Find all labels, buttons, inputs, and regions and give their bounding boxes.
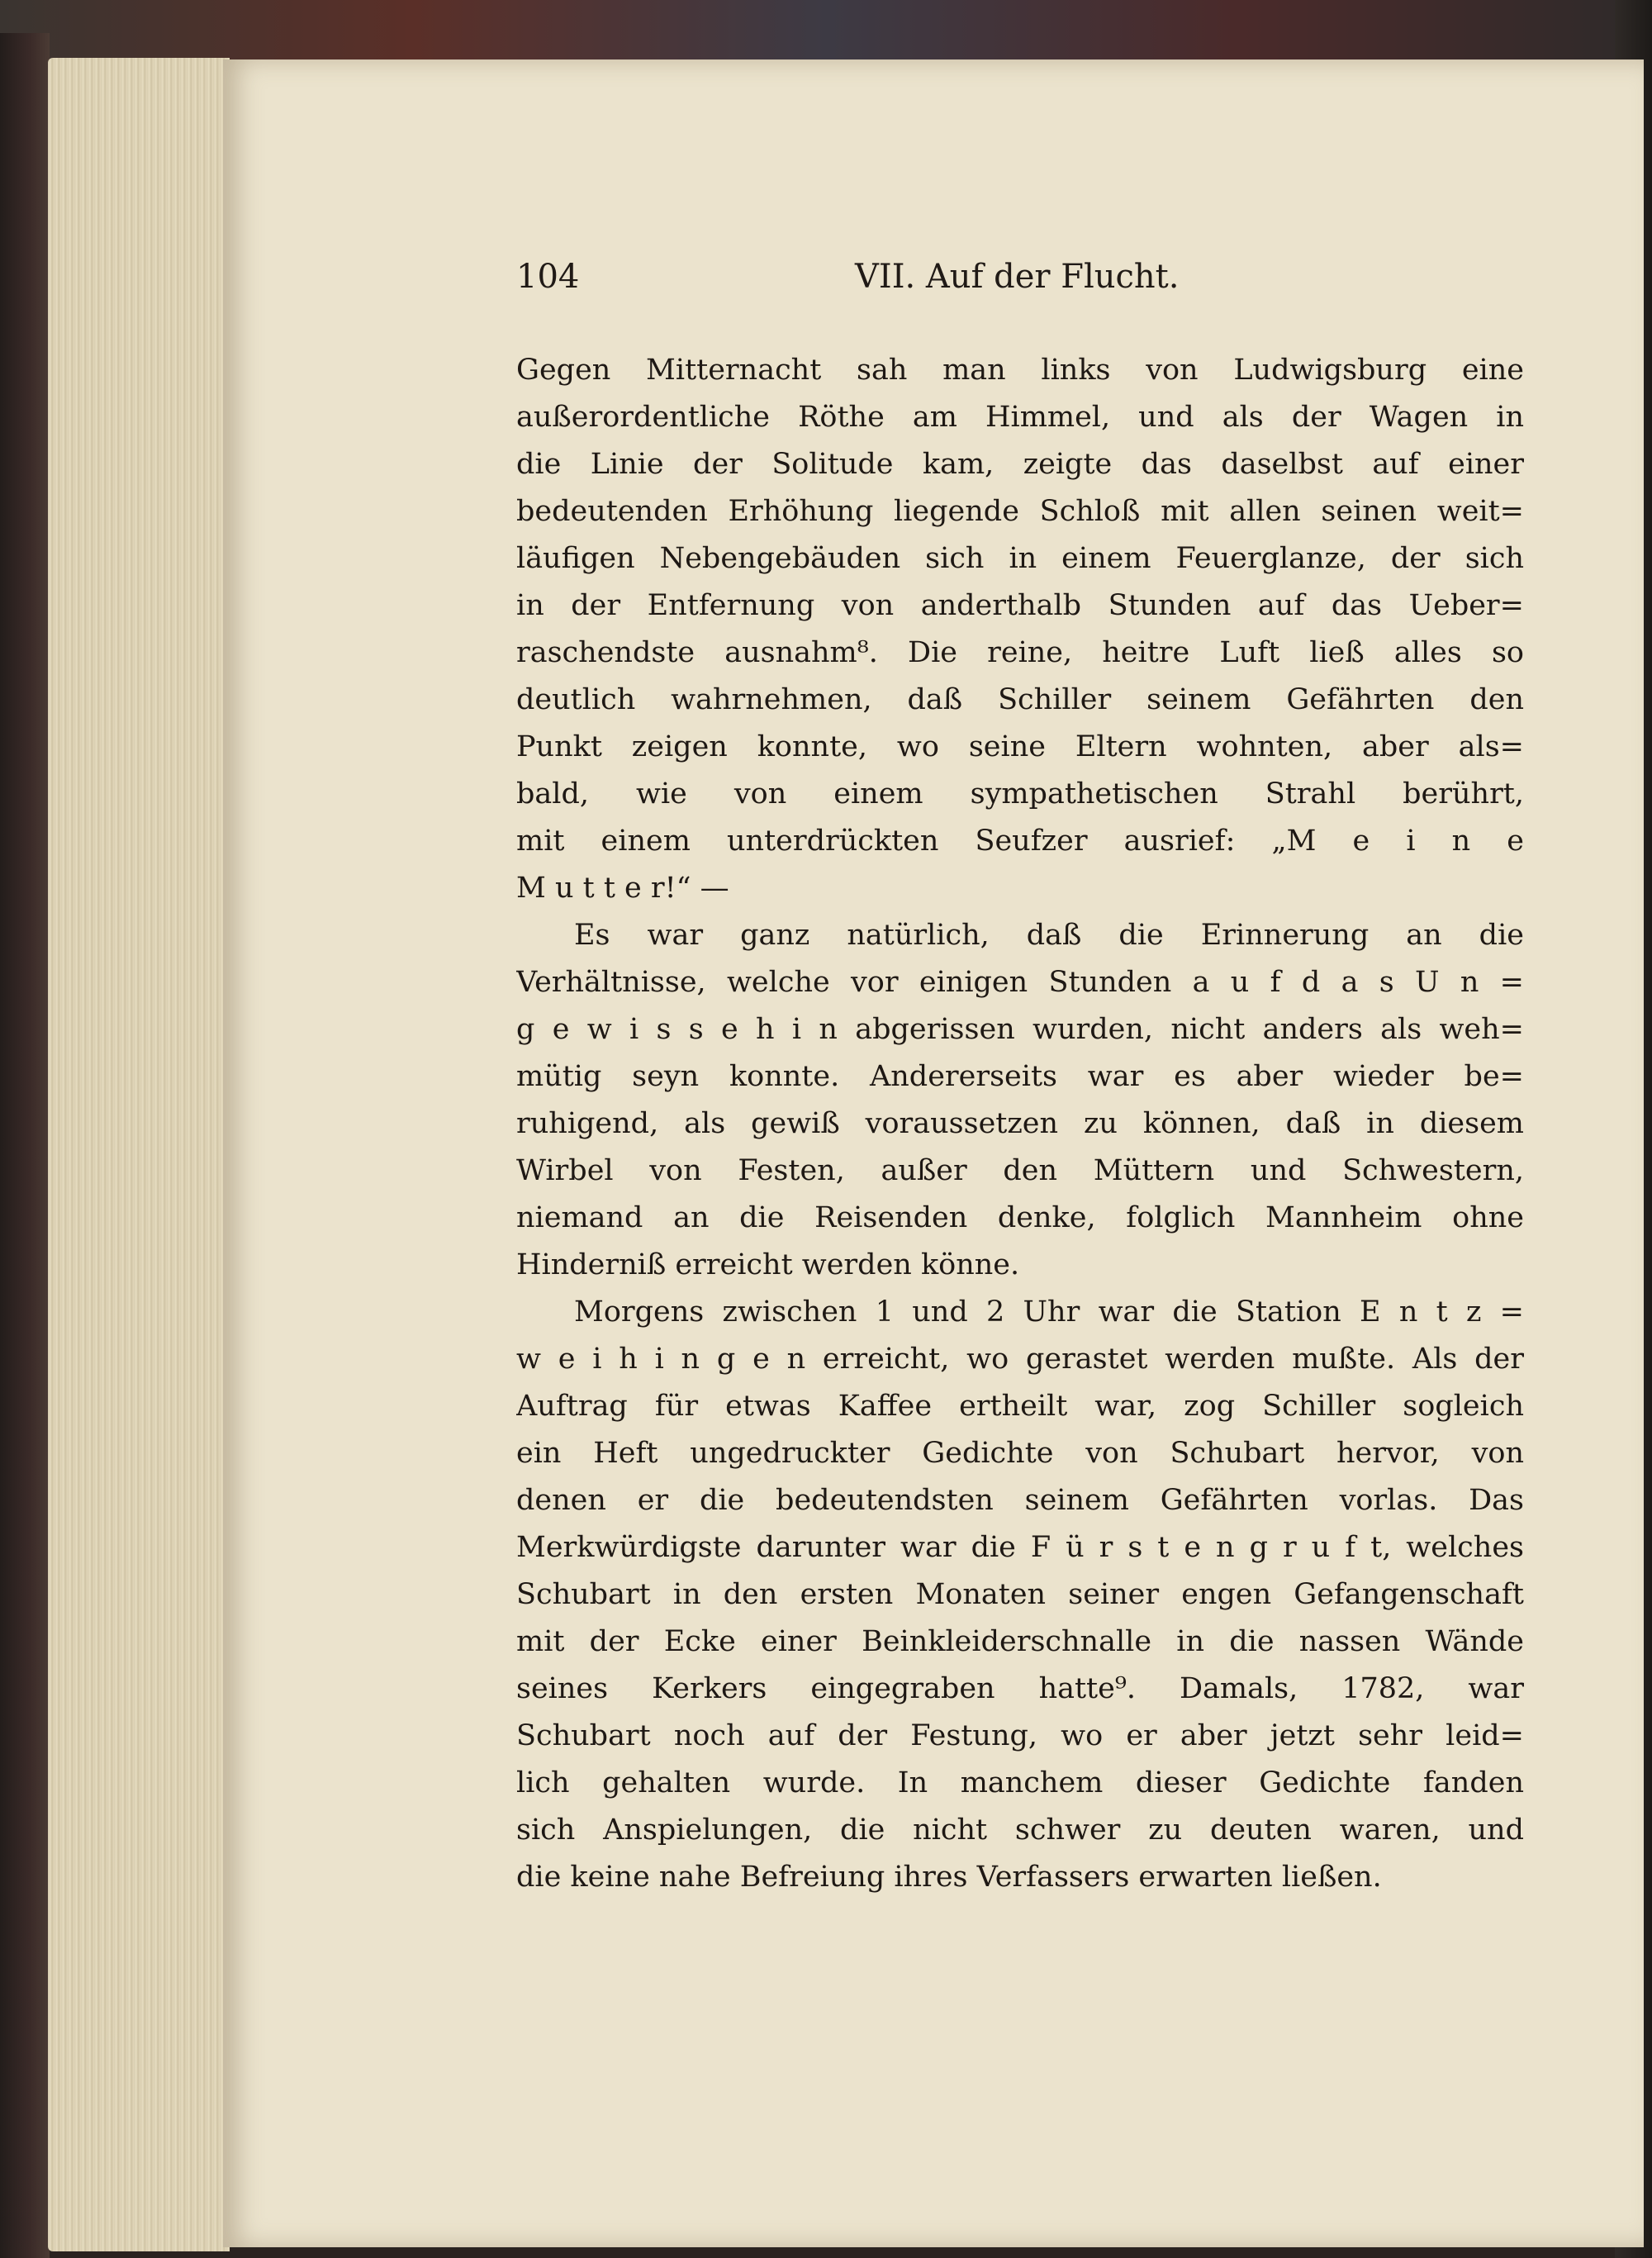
page-body [516, 347, 1524, 1901]
text-line: ruhigend, als gewiß voraussetzen zu können, daß in diesem [516, 1107, 1524, 1140]
text-line: mit einem unterdrückten Seufzer ausrief: „M e i n e [516, 825, 1524, 858]
text-line: M u t t e r!“ — [516, 872, 729, 905]
text-line: mit der Ecke einer Beinkleiderschnalle in die nassen Wände [516, 1625, 1524, 1658]
text-line: Morgens zwischen 1 und 2 Uhr war die Station E n t z = [574, 1295, 1524, 1329]
page-edges [48, 58, 230, 2251]
text-line: Punkt zeigen konnte, wo seine Eltern wohnten, aber als= [516, 730, 1524, 763]
text-line: läufigen Nebengebäuden sich in einem Feuerglanze, der sich [516, 542, 1524, 575]
running-title: VII. Auf der Flucht. [855, 258, 1180, 296]
text-line: niemand an die Reisenden denke, folglich Mannheim ohne [516, 1201, 1524, 1234]
text-line: deutlich wahrnehmen, daß Schiller seinem Gefährten den [516, 683, 1524, 716]
page-number: 104 [516, 258, 580, 296]
text-line: g e w i s s e h i n abgerissen wurden, nicht anders als weh= [516, 1013, 1524, 1046]
text-line: die keine nahe Befreiung ihres Verfassers erwarten ließen. [516, 1861, 1382, 1894]
text-line: Auftrag für etwas Kaffee ertheilt war, zog Schiller sogleich [516, 1390, 1524, 1423]
text-line: seines Kerkers eingegraben hatte⁹. Damals, 1782, war [516, 1672, 1524, 1705]
text-line: die Linie der Solitude kam, zeigte das daselbst auf einer [516, 448, 1524, 481]
text-line: lich gehalten wurde. In manchem dieser Gedichte fanden [516, 1766, 1524, 1799]
text-line: Schubart in den ersten Monaten seiner engen Gefangenschaft [516, 1578, 1524, 1611]
text-line: Hinderniß erreicht werden könne. [516, 1248, 1020, 1281]
text-line: sich Anspielungen, die nicht schwer zu deuten waren, und [516, 1814, 1524, 1847]
paragraph-1 [516, 347, 1524, 912]
text-line: Wirbel von Festen, außer den Müttern und Schwestern, [516, 1154, 1524, 1187]
text-line: außerordentliche Röthe am Himmel, und als der Wagen in [516, 401, 1524, 434]
text-line: Merkwürdigste darunter war die F ü r s t e n g r u f t, welches [516, 1531, 1524, 1564]
text-line: raschendste ausnahm⁸. Die reine, heitre Luft ließ alles so [516, 636, 1524, 669]
text-line: bedeutenden Erhöhung liegende Schloß mit allen seinen weit= [516, 495, 1524, 528]
text-line: ein Heft ungedruckter Gedichte von Schubart hervor, von [516, 1437, 1524, 1470]
text-line: w e i h i n g e n erreicht, wo gerastet werden mußte. Als der [516, 1343, 1524, 1376]
text-line: bald, wie von einem sympathetischen Strahl berührt, [516, 777, 1524, 811]
text-line: mütig seyn konnte. Andererseits war es aber wieder be= [516, 1060, 1524, 1093]
text-line: Gegen Mitternacht sah man links von Ludwigsburg eine [516, 354, 1524, 387]
book-cover-top [0, 0, 1652, 66]
page-header [516, 258, 1524, 307]
paragraph-3 [516, 1289, 1524, 1901]
text-line: Schubart noch auf der Festung, wo er aber jetzt sehr leid= [516, 1719, 1524, 1752]
text-line: Es war ganz natürlich, daß die Erinnerung an die [574, 919, 1524, 952]
text-line: Verhältnisse, welche vor einigen Stunden a u f d a s U n = [516, 966, 1524, 999]
text-line: in der Entfernung von anderthalb Stunden auf das Ueber= [516, 589, 1524, 622]
book-spine-edge [0, 33, 50, 2258]
text-line: denen er die bedeutendsten seinem Gefährten vorlas. Das [516, 1484, 1524, 1517]
paragraph-2 [516, 912, 1524, 1289]
